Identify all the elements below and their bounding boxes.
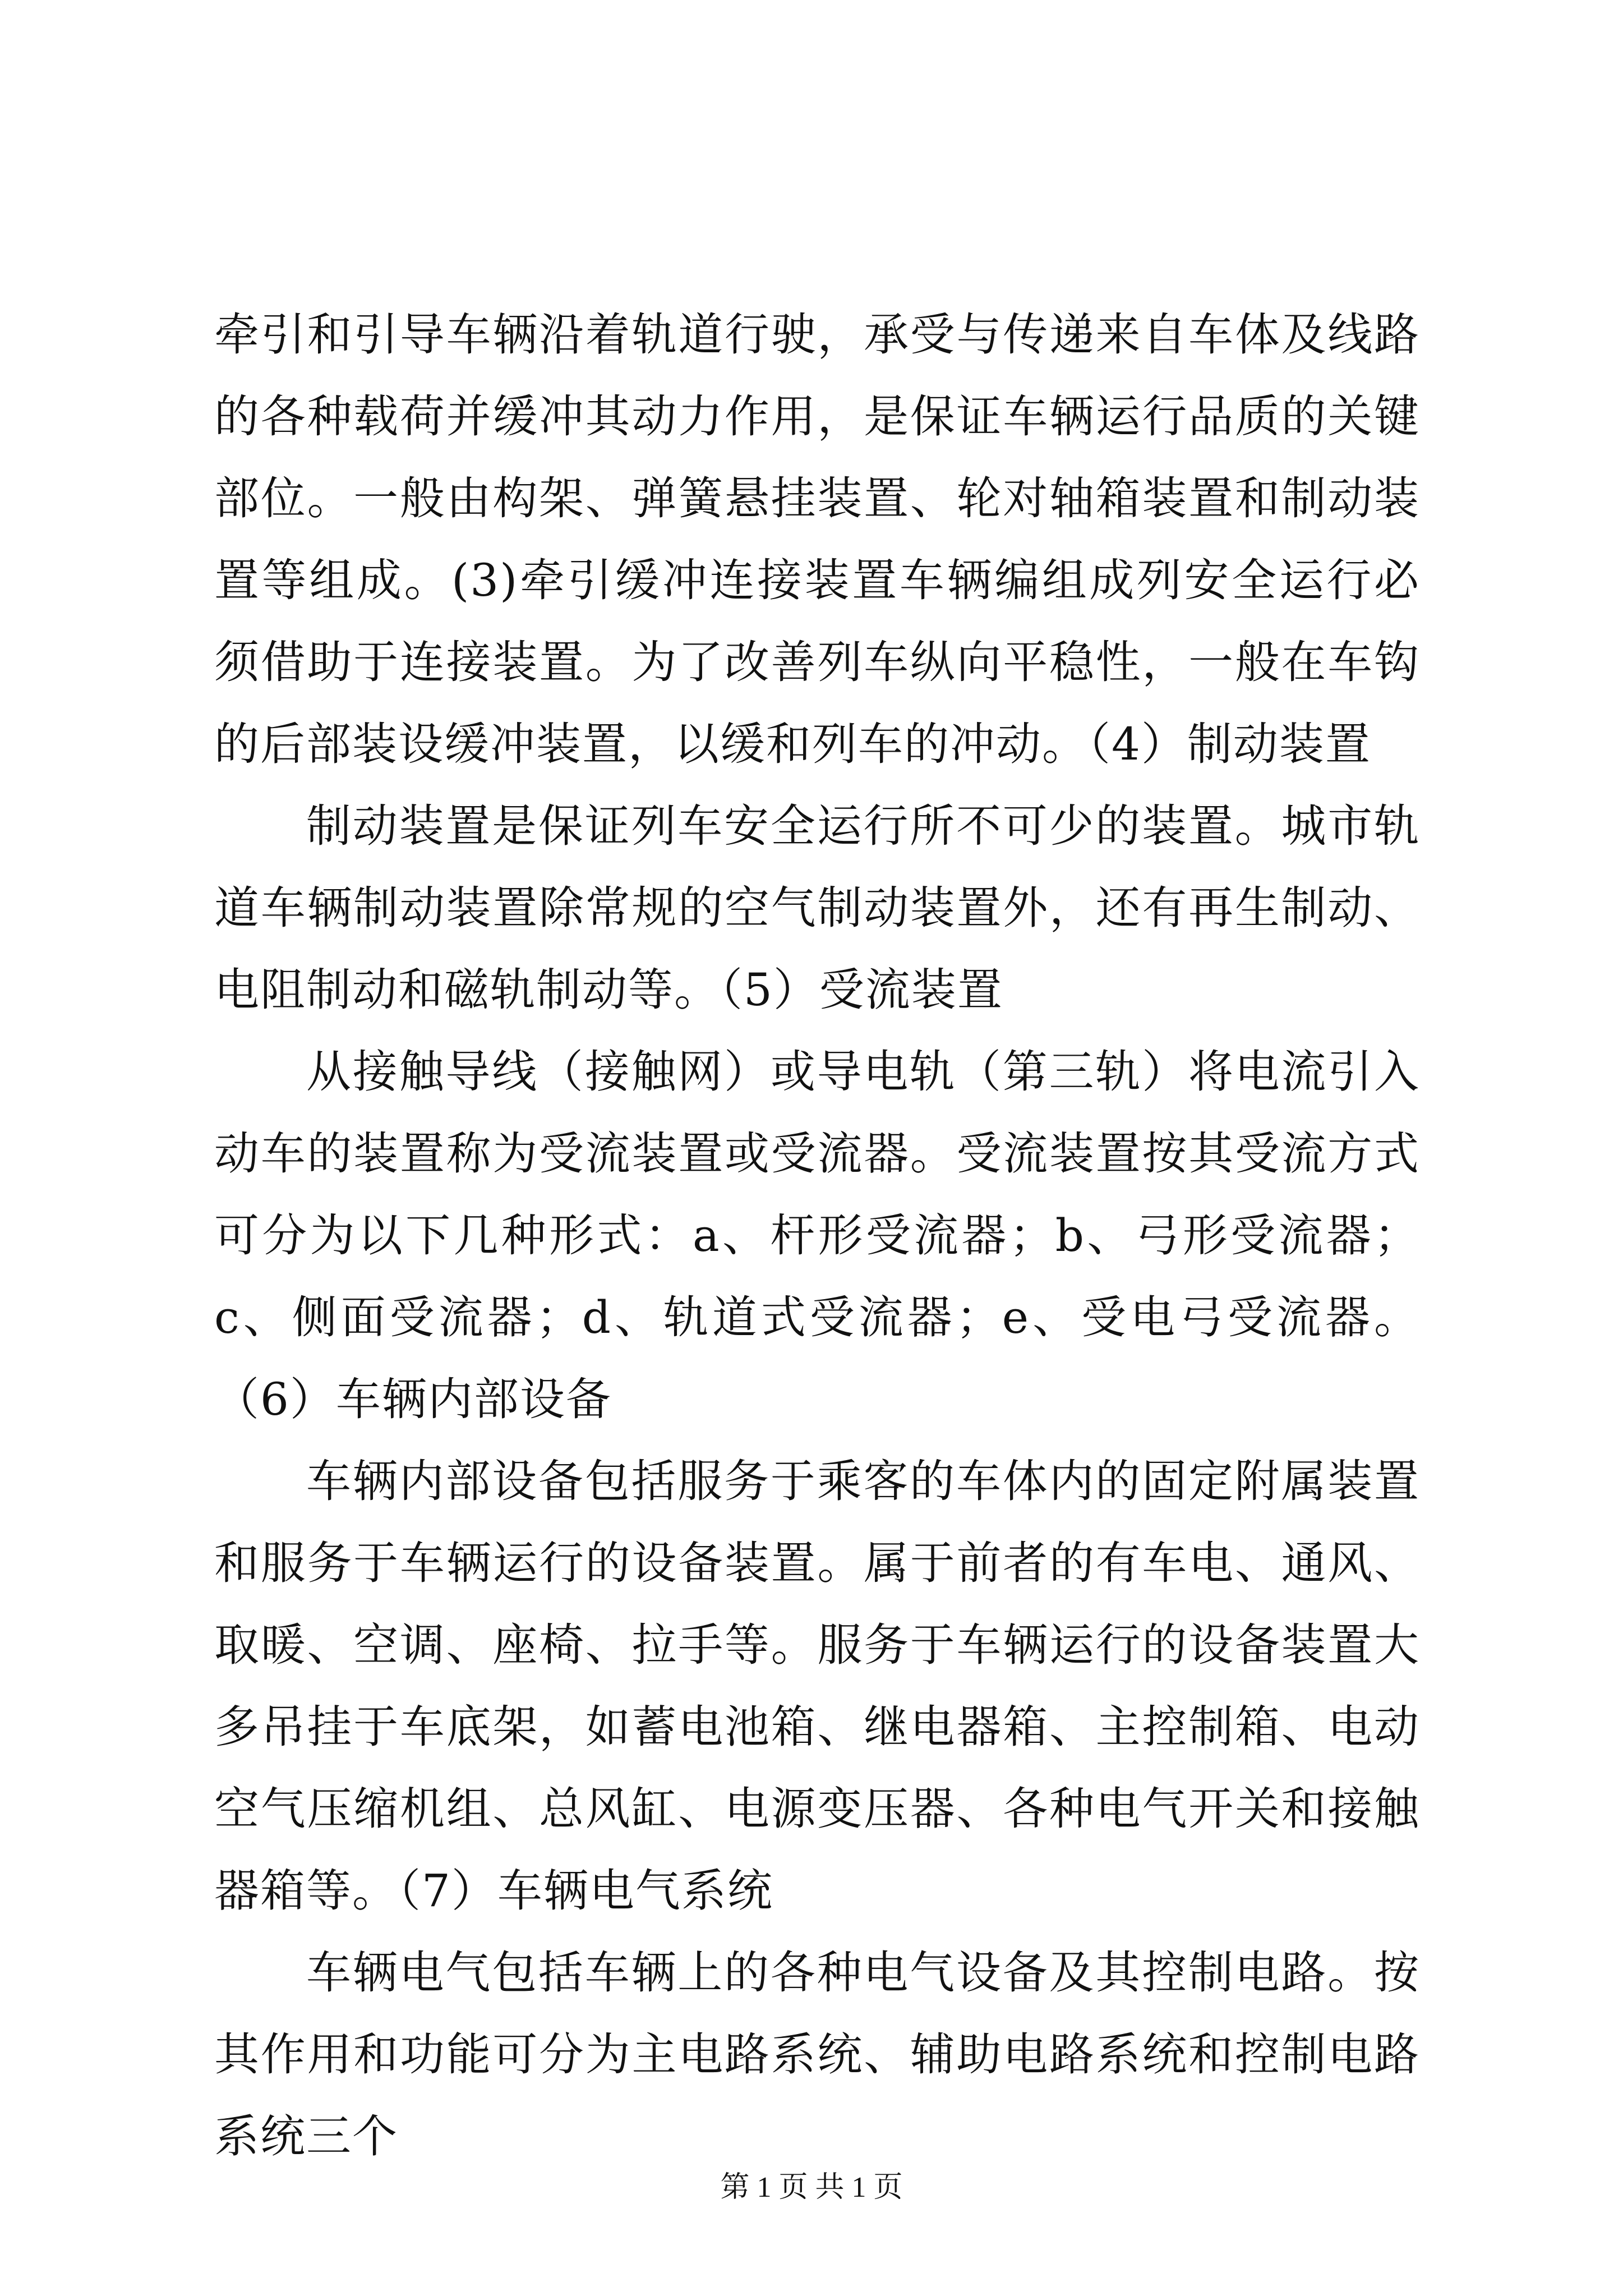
paragraph-3: 从接触导线（接触网）或导电轨（第三轨）将电流引入动车的装置称为受流装置或受流器。受流装置按其受流方式可分为以下几种形式：a、杆形受流器；b、弓形受流器；c、侧面受流器；d、轨道式受流器；e、受电弓受流器。（6）车辆内部设备 [214, 1046, 1420, 1425]
paragraph-1: 牵引和引导车辆沿着轨道行驶，承受与传递来自车体及线路的各种载荷并缓冲其动力作用，是保证车辆运行品质的关键部位。一般由构架、弹簧悬挂装置、轮对轴箱装置和制动装置等组成。(3)牵引缓冲连接装置车辆编组成列安全运行必须借助于连接装置。为了改善列车纵向平稳性，一般在车钩的后部装设缓冲装置，以缓和列车的冲动。（4）制动装置 [214, 309, 1420, 770]
paragraph-4: 车辆内部设备包括服务于乘客的车体内的固定附属装置和服务于车辆运行的设备装置。属于前者的有车电、通风、取暖、空调、座椅、拉手等。服务于车辆运行的设备装置大多吊挂于车底架，如蓄电池箱、继电器箱、主控制箱、电动空气压缩机组、总风缸、电源变压器、各种电气开关和接触器箱等。（7）车辆电气系统 [214, 1455, 1420, 1917]
page-number-footer: 第 1 页 共 1 页 [720, 2171, 903, 2203]
paragraph-2: 制动装置是保证列车安全运行所不可少的装置。城市轨道车辆制动装置除常规的空气制动装置外，还有再生制动、电阻制动和磁轨制动等。（5）受流装置 [214, 800, 1420, 1016]
document-body [214, 294, 1420, 2178]
paragraph-5: 车辆电气包括车辆上的各种电气设备及其控制电路。按其作用和功能可分为主电路系统、辅助电路系统和控制电路系统三个 [214, 1947, 1420, 2162]
